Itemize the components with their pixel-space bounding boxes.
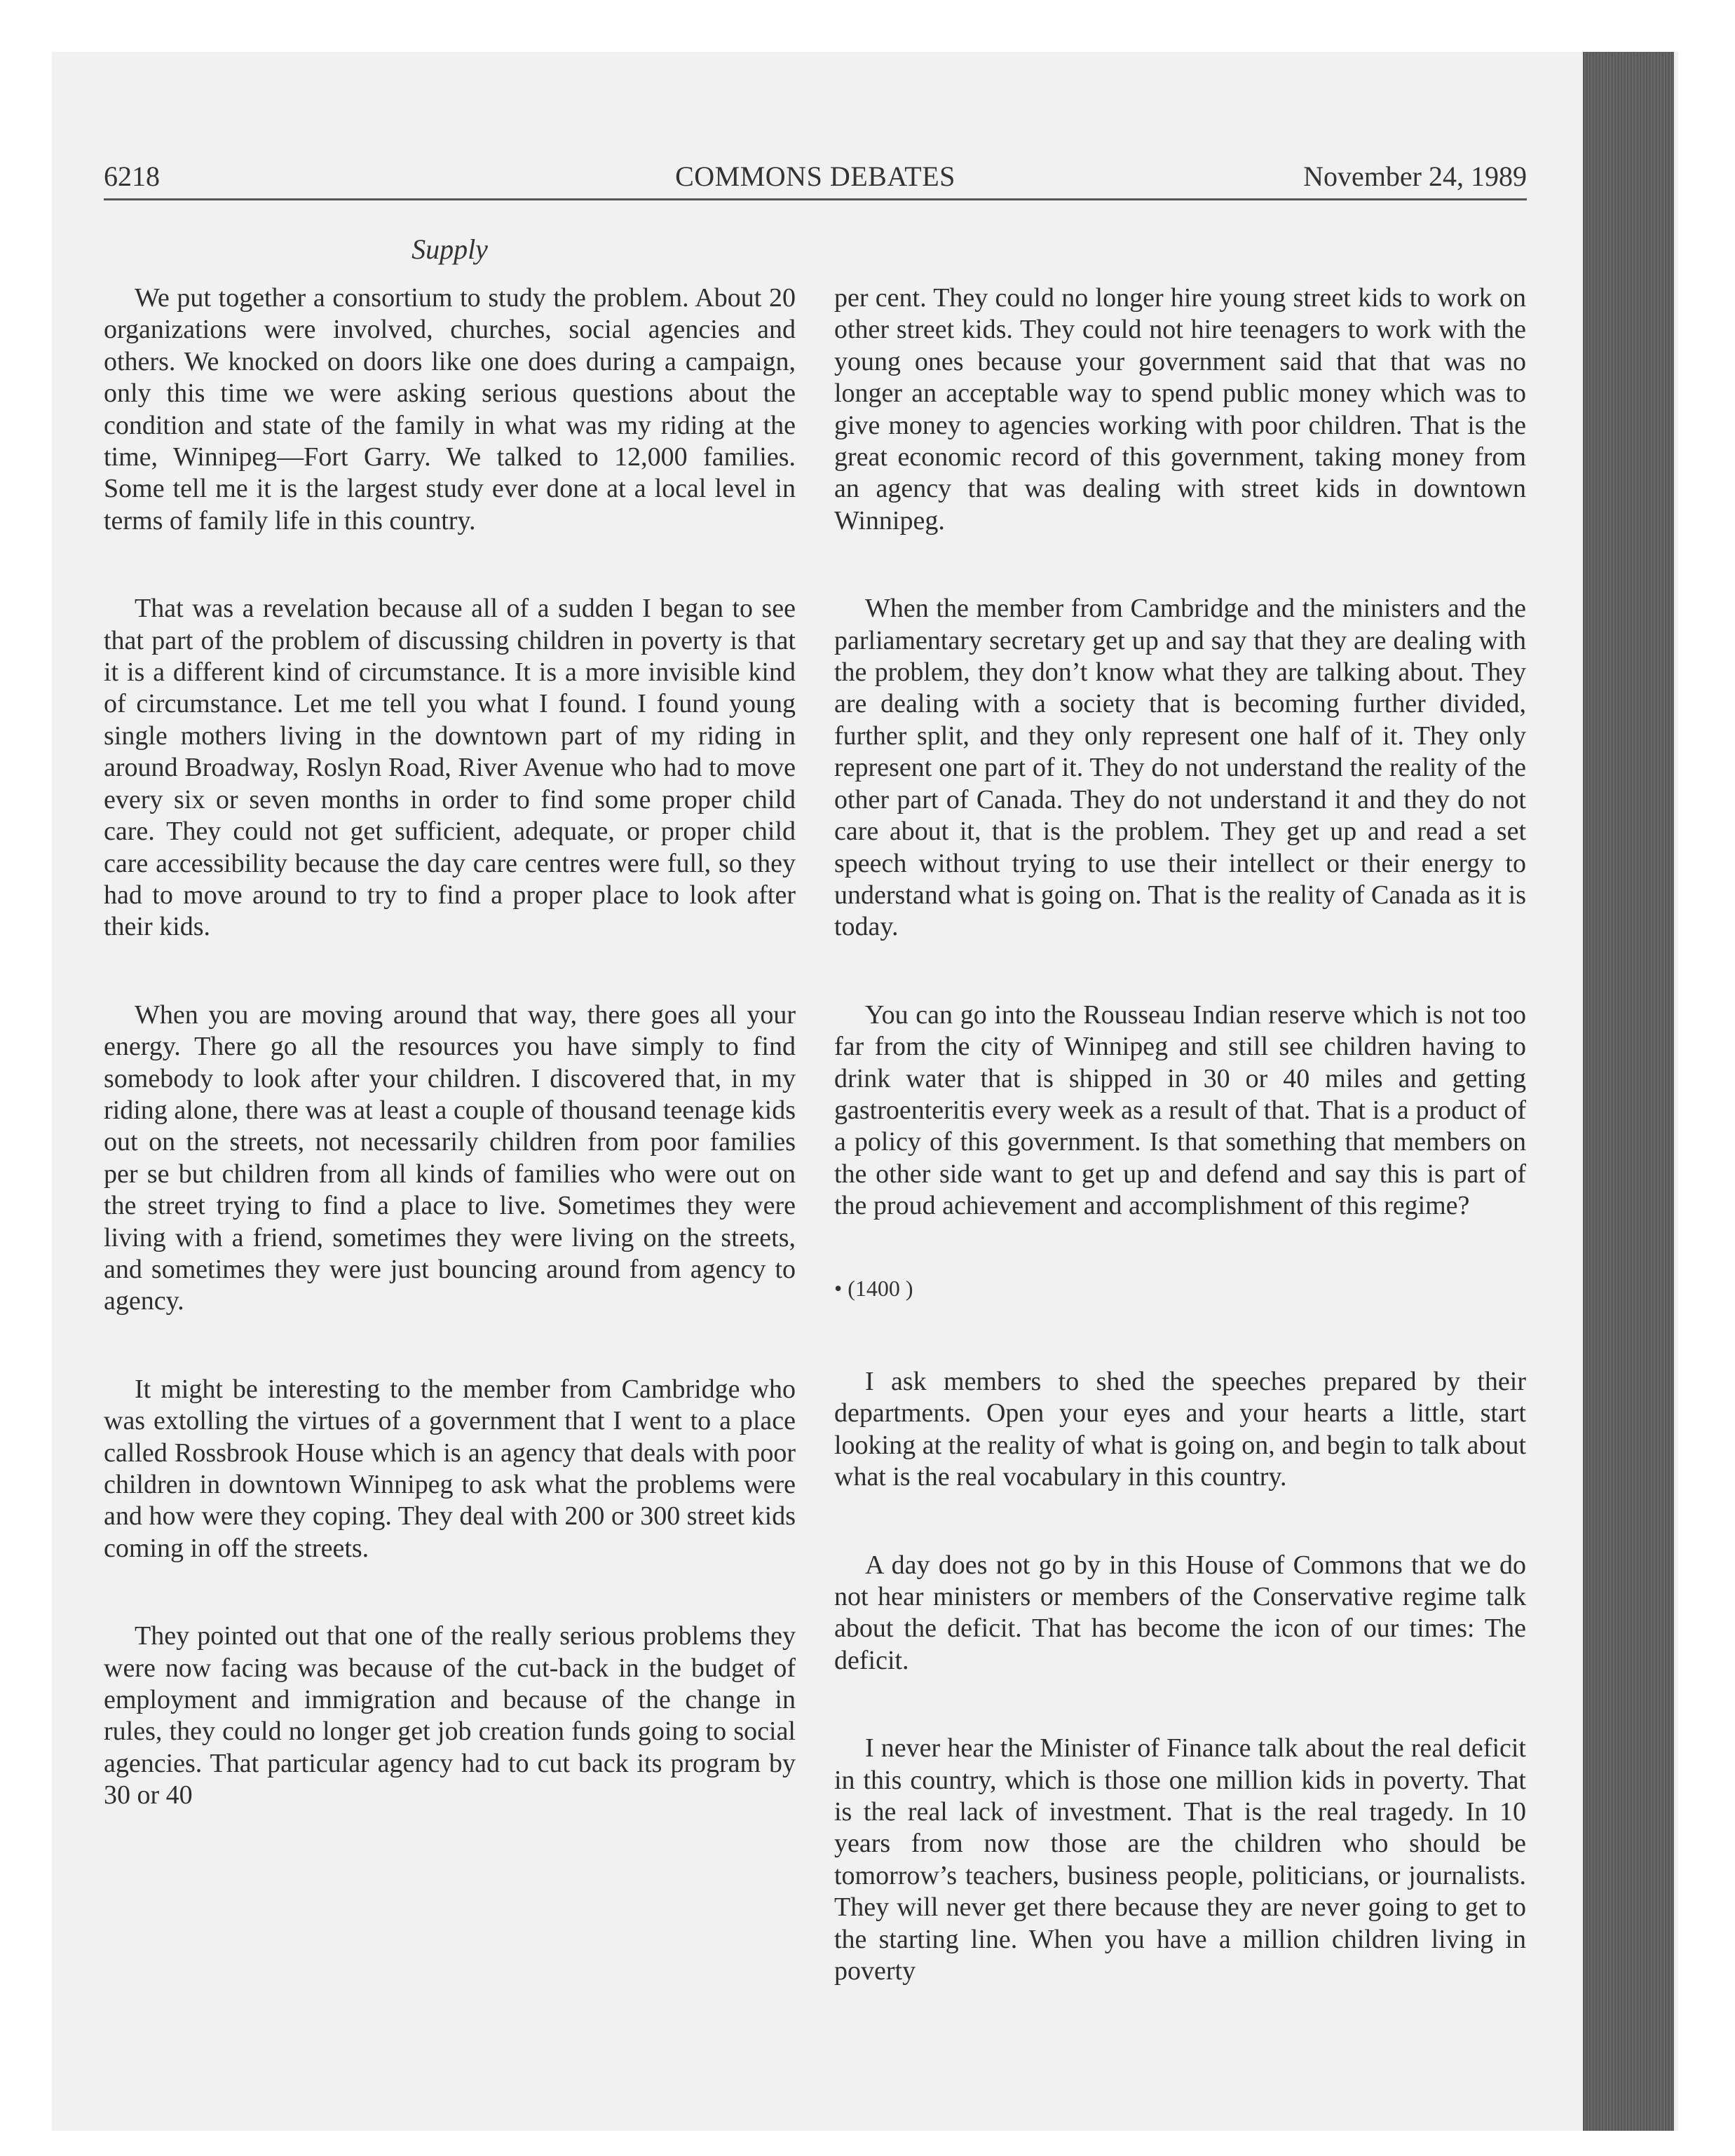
paragraph: It might be interesting to the member from Cambridge who was extolling the virtues of a government that I went to a place called Rossbrook House which is an agency that deals with poor children in downtown Winnipeg to ask what the problems were and how were they coping. They deal with 200 or 300 street kids coming in off the streets. (104, 1374, 796, 1563)
page-number: 6218 (104, 161, 160, 192)
paragraph: You can go into the Rousseau Indian reserve which is not too far from the city of Winnipeg and still see children having to drink water that is shipped in 30 or 40 miles and getting gastroenteritis every week as a result of that. That is a product of a policy of this government. Is that something that members on the other side want to get up and defend and say this is part of the proud achievement and accomplishment of this regime? (834, 999, 1526, 1221)
time-marker: • (1400 ) (834, 1275, 913, 1301)
header-rule (104, 198, 1527, 200)
paragraph: When you are moving around that way, there goes all your energy. There go all the resources you have simply to find somebody to look after your children. I discovered that, in my riding alone, there was at least a couple of thousand teenage kids out on the streets, not necessarily children from poor families per se but children from all kinds of families who were out on the street trying to find a place to live. Sometimes they were living with a friend, sometimes they were living on the streets, and sometimes they were just bouncing around from agency to agency. (104, 999, 796, 1316)
paragraph: We put together a consortium to study the problem. About 20 organizations were involved, churches, social agencies and others. We knocked on doors like one does during a campaign, only this time we were asking serious questions about the condition and state of the family in what was my riding at the time, Winnipeg—Fort Garry. We talked to 12,000 families. Some tell me it is the largest study ever done at a local level in terms of family life in this country. (104, 283, 796, 535)
section-title: Supply (411, 233, 488, 265)
scan-edge-shadow (1583, 52, 1674, 2131)
page-header (104, 160, 1527, 202)
paragraph: A day does not go by in this House of Commons that we do not hear ministers or members of the Conservative regime talk about the deficit. That has become the icon of our times: The deficit. (834, 1550, 1526, 1675)
paragraph: I ask members to shed the speeches prepared by their departments. Open your eyes and your hearts a little, start looking at the reality of what is going on, and begin to talk about what is the real vocabulary in this country. (834, 1366, 1526, 1492)
page-date: November 24, 1989 (1303, 161, 1527, 192)
paragraph: When the member from Cambridge and the ministers and the parliamentary secretary get up and say that they are dealing with the problem, they don’t know what they are talking about. They are dealing with a society that is becoming further divided, further split, and they only represent one half of it. They only represent one part of it. They do not understand the reality of the other part of Canada. They do not understand it and they do not care about it, that is the problem. They get up and read a set speech without trying to use their intellect or their energy to understand what is going on. That is the reality of Canada as it is today. (834, 594, 1526, 942)
right-column (834, 282, 1526, 1987)
paragraph: I never hear the Minister of Finance talk about the real deficit in this country, which is those one million kids in poverty. That is the real lack of investment. That is the real tragedy. In 10 years from now those are the children who should be tomorrow’s teachers, business people, politicians, or journalists. They will never get there because they are never going to get to the starting line. When you have a million children living in poverty (834, 1733, 1526, 1986)
paragraph: per cent. They could no longer hire young street kids to work on other street kids. They could not hire teenagers to work with the young ones because your government said that that was no longer an acceptable way to spend public money which was to give money to agencies working with poor children. That is the great economic record of this government, taking money from an agency that was dealing with street kids in downtown Winnipeg. (834, 283, 1526, 535)
paragraph: They pointed out that one of the really serious problems they were now facing was because of the cut-back in the budget of employment and immigration and because of the change in rules, they could no longer get job creation funds going to social agencies. That particular agency had to cut back its program by 30 or 40 (104, 1621, 796, 1810)
publication-title: COMMONS DEBATES (675, 161, 955, 192)
left-column (104, 282, 796, 1812)
paragraph: That was a revelation because all of a sudden I began to see that part of the problem of discussing children in poverty is that it is a different kind of circumstance. It is a more invisible kind of circumstance. Let me tell you what I found. I found young single mothers living in the downtown part of my riding in around Broadway, Roslyn Road, River Avenue who had to move every six or seven months in order to find some proper child care. They could not get sufficient, adequate, or proper child care accessibility because the day care centres were full, so they had to move around to try to find a proper place to look after their kids. (104, 594, 796, 942)
